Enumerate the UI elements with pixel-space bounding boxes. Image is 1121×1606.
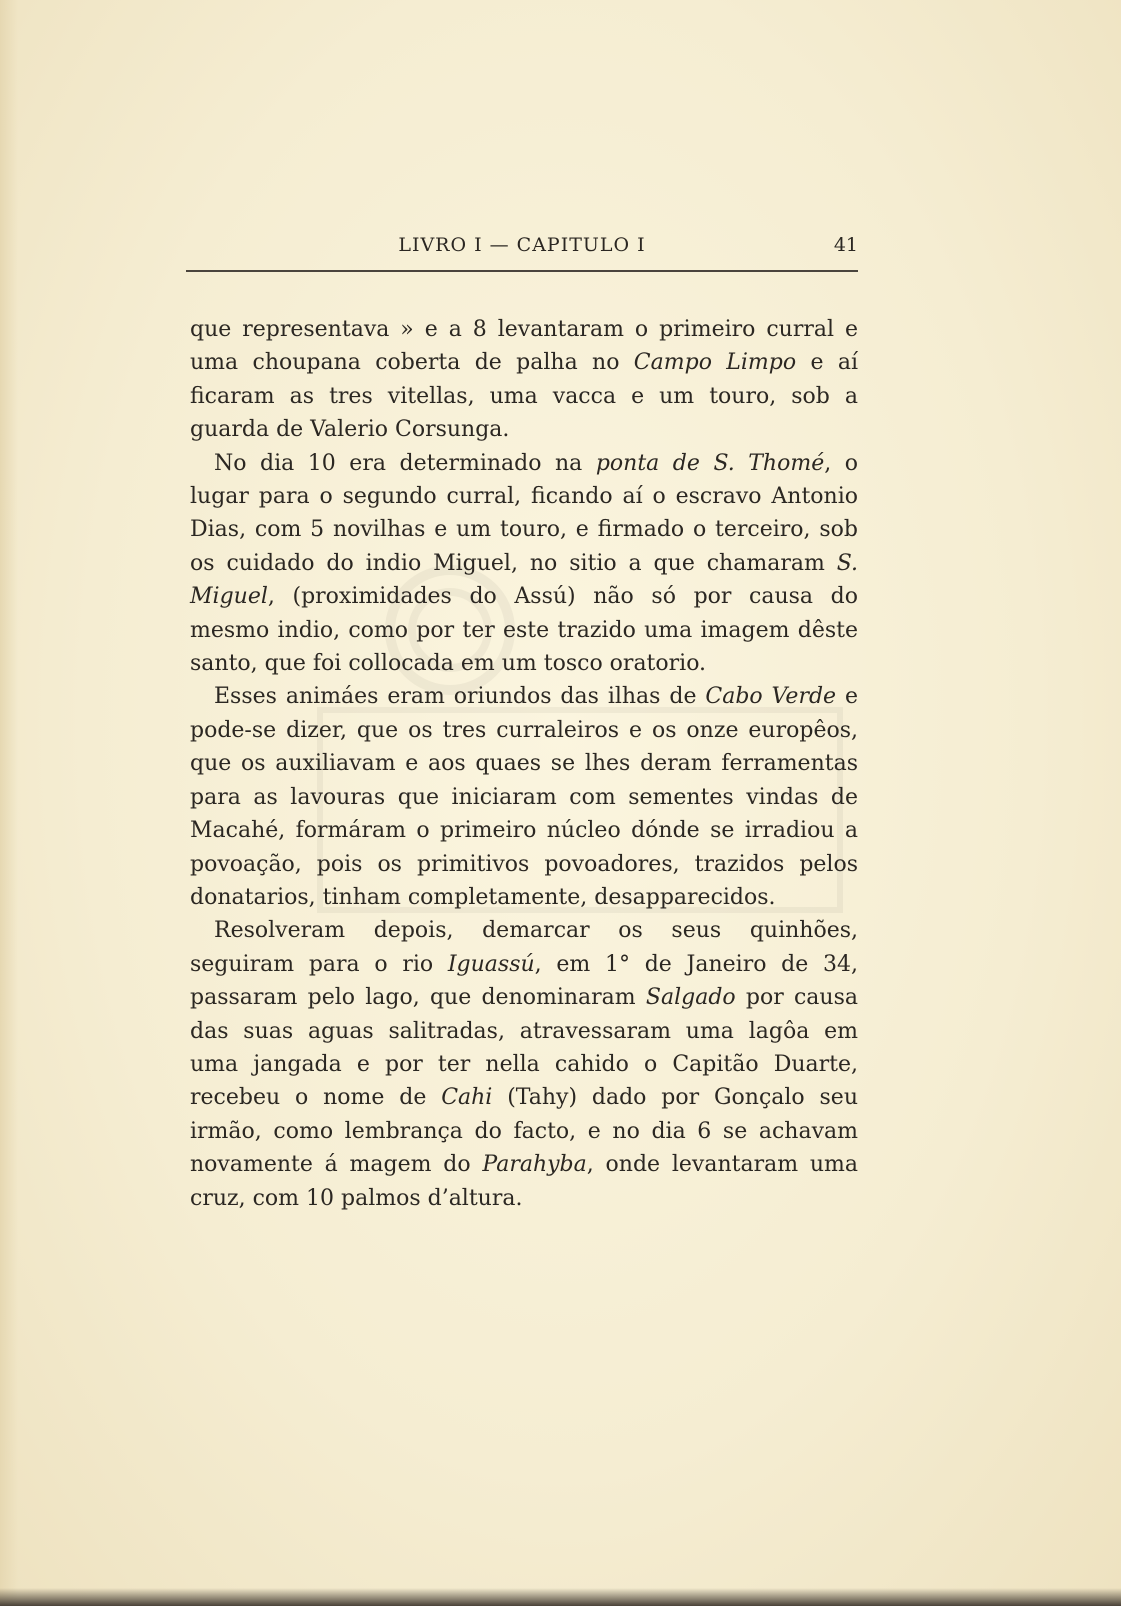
text-run: Resolveram depois, demarcar os seus quinhões, seguiram para o rio (190, 918, 858, 977)
text-run: que representava » e a 8 levantaram o primeiro curral e uma choupana coberta de palha no (190, 317, 858, 376)
text-run: , onde levantaram uma cruz, com 10 palmos d’altura. (190, 1152, 858, 1211)
text-run: Esses animáes eram oriundos das ilhas de (214, 684, 706, 710)
italic-place-name: S. Miguel (190, 550, 858, 610)
page-header (186, 230, 858, 272)
italic-place-name: Cahi (441, 1085, 493, 1111)
body-text (190, 313, 858, 1215)
running-title: LIVRO I — CAPITULO I (398, 234, 646, 256)
italic-place-name: Campo Limpo (633, 350, 797, 376)
text-run: , (proximidades do Assú) não só por causa do mesmo indio, como por ter este trazido uma imagem dêste santo, que foi collocada em um tosco oratorio. (190, 584, 858, 677)
text-run: (Tahy) dado por Gonçalo seu irmão, como lembrança do facto, e no dia 6 se achavam novamente á magem do (190, 1085, 858, 1178)
text-run: e aí ficaram as tres vitellas, uma vacca e um touro, sob a guarda de Valerio Corsunga. (190, 350, 858, 443)
text-run: , o lugar para o segundo curral, ficando aí o escravo Antonio Dias, com 5 novilhas e um touro, e firmado o terceiro, sob os cuidado do indio Miguel, no sitio a que chamaram (190, 450, 858, 576)
italic-place-name: ponta de S. Thomé (595, 450, 825, 476)
italic-place-name: Parahyba (482, 1152, 587, 1178)
italic-place-name: Cabo Verde (705, 684, 837, 710)
paragraph-1 (190, 313, 858, 447)
page-bottom-edge (0, 1588, 1121, 1606)
paragraph-2 (190, 447, 858, 681)
paragraph-3 (190, 680, 858, 914)
text-run: No dia 10 era determinado na (214, 450, 596, 476)
text-run: , em 1° de Janeiro de 34, passaram pelo lago, que denominaram (190, 951, 858, 1011)
text-run: e pode-se dizer, que os tres curraleiros e os onze europêos, que os auxiliavam e aos quaes se lhes deram ferramentas para as lavouras que iniciaram com sementes vindas de Macahé, formáram o primeiro núcleo dónde se irradiou a povoação, pois os primitivos povoadores, trazidos pelos donatarios, tinham completamente, desapparecidos. (190, 684, 858, 910)
page-edge-shadow (0, 0, 18, 1606)
paragraph-4 (190, 914, 858, 1215)
italic-place-name: Iguassú (447, 951, 535, 977)
text-run: por causa das suas aguas salitradas, atravessaram uma lagôa em uma jangada e por ter nella cahido o Capitão Duarte, recebeu o nome de (190, 985, 859, 1111)
italic-place-name: Salgado (645, 985, 736, 1011)
page-number: 41 (833, 234, 858, 256)
